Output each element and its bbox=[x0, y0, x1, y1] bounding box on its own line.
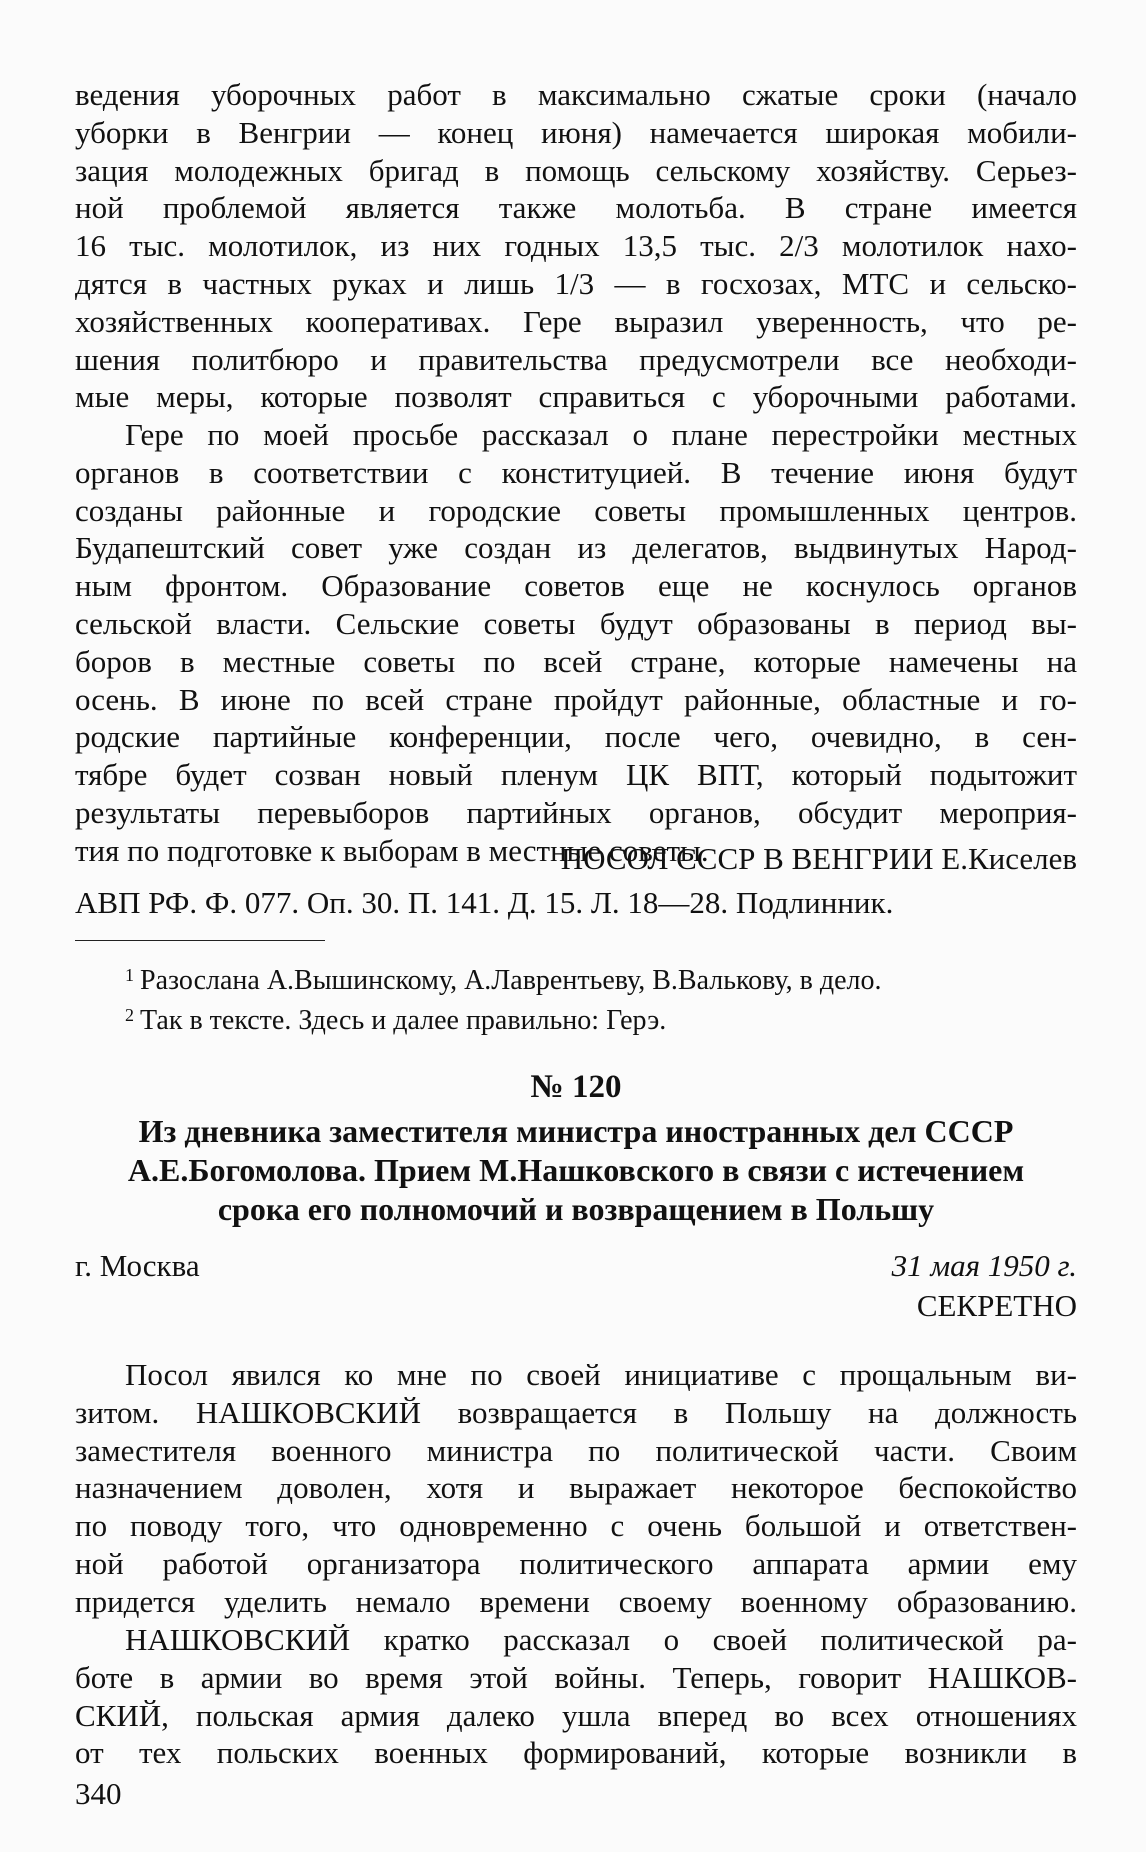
text-line: уборки в Венгрии — конец июня) намечается широкая мобили- bbox=[75, 114, 1077, 150]
text-line: назначением доволен, хотя и выражает некоторое беспокойство bbox=[75, 1470, 1077, 1506]
text-line: осень. В июне по всей стране пройдут районные, областные и го- bbox=[75, 681, 1077, 717]
footnote-1 bbox=[75, 958, 1077, 998]
text-line: мые меры, которые позволят справиться с уборочными работами. bbox=[75, 379, 1077, 415]
place: г. Москва bbox=[75, 1248, 200, 1283]
text-line: НАШКОВСКИЙ кратко рассказал о своей политической ра- bbox=[125, 1622, 1077, 1657]
text-line: зация молодежных бригад в помощь сельскому хозяйству. Серьез- bbox=[75, 152, 1077, 188]
title-line: А.Е.Богомолова. Прием М.Нашковского в связи с истечением bbox=[127, 1152, 1025, 1188]
archive-reference: АВП РФ. Ф. 077. Оп. 30. П. 141. Д. 15. Л. 18—28. Подлинник. bbox=[75, 885, 894, 920]
footnote-mark: 2 bbox=[125, 1005, 134, 1025]
text-line: по поводу того, что одновременно с очень большой и ответствен- bbox=[75, 1508, 1077, 1544]
text-line: тия по подготовке к выборам в местные советы. bbox=[75, 832, 709, 868]
place-date-row bbox=[75, 1248, 1077, 1284]
text-line: хозяйственных кооперативах. Гере выразил уверенность, что ре- bbox=[75, 303, 1077, 339]
document-title bbox=[75, 1112, 1077, 1229]
paragraph-3 bbox=[75, 1356, 1077, 1621]
text-line: боте в армии во время этой войны. Теперь, говорит НАШКОВ- bbox=[75, 1659, 1077, 1695]
signature: ПОСОЛ СССР В ВЕНГРИИ Е.Киселев bbox=[560, 841, 1077, 876]
text-line: придется уделить немало времени своему военному образованию. bbox=[75, 1583, 1077, 1619]
footnote-text: Разослана А.Вышинскому, А.Лаврентьеву, В.Валькову, в дело. bbox=[140, 965, 882, 996]
text-line: результаты перевыборов партийных органов, обсудит мероприя- bbox=[75, 794, 1077, 830]
text-line: заместителя военного министра по политической части. Своим bbox=[75, 1432, 1077, 1468]
text-line: шения политбюро и правительства предусмотрели все необходи- bbox=[75, 341, 1077, 377]
paragraph-4 bbox=[75, 1621, 1077, 1772]
text-line: дятся в частных руках и лишь 1/3 — в госхозах, МТС и сельско- bbox=[75, 265, 1077, 301]
title-line: срока его полномочий и возвращением в Польшу bbox=[217, 1191, 935, 1227]
text-line: ведения уборочных работ в максимально сжатые сроки (начало bbox=[75, 77, 1077, 112]
paragraph-1 bbox=[75, 76, 1077, 416]
text-line: Гере по моей просьбе рассказал о плане перестройки местных bbox=[125, 417, 1077, 452]
text-line: тябре будет созван новый пленум ЦК ВПТ, который подытожит bbox=[75, 757, 1077, 793]
title-line: Из дневника заместителя министра иностранных дел СССР bbox=[138, 1113, 1014, 1149]
footnote-mark: 1 bbox=[125, 965, 134, 985]
text-line: созданы районные и городские советы промышленных центров. bbox=[75, 492, 1077, 528]
text-line: от тех польских военных формирований, которые возникли в bbox=[75, 1735, 1077, 1771]
text-line: 16 тыс. молотилок, из них годных 13,5 тыс. 2/3 молотилок нахо- bbox=[75, 228, 1077, 264]
footnote-text: Так в тексте. Здесь и далее правильно: Герэ. bbox=[140, 1005, 667, 1036]
text-line: ной работой организатора политического аппарата армии ему bbox=[75, 1545, 1077, 1581]
text-line: зитом. НАШКОВСКИЙ возвращается в Польшу на должность bbox=[75, 1394, 1077, 1430]
text-line: боров в местные советы по всей стране, которые намечены на bbox=[75, 643, 1077, 679]
text-line: родские партийные конференции, после чего, очевидно, в сен- bbox=[75, 719, 1077, 755]
text-line: ной проблемой является также молотьба. В стране имеется bbox=[75, 190, 1077, 226]
classification-label: СЕКРЕТНО bbox=[916, 1288, 1077, 1323]
text-line: Посол явился ко мне по своей инициативе с прощальным ви- bbox=[125, 1357, 1077, 1392]
date: 31 мая 1950 г. bbox=[891, 1248, 1077, 1283]
text-line: Будапештский совет уже создан из делегатов, выдвинутых Народ- bbox=[75, 530, 1077, 566]
paragraph-2 bbox=[75, 416, 1077, 870]
text-line: СКИЙ, польская армия далеко ушла вперед во всех отношениях bbox=[75, 1697, 1077, 1733]
page-number: 340 bbox=[75, 1776, 122, 1811]
footnote-divider bbox=[75, 940, 325, 941]
text-line: ным фронтом. Образование советов еще не коснулось органов bbox=[75, 568, 1077, 604]
text-line: сельской власти. Сельские советы будут образованы в период вы- bbox=[75, 605, 1077, 641]
footnote-2 bbox=[75, 998, 1077, 1038]
document-number: № 120 bbox=[530, 1069, 622, 1105]
text-line: органов в соответствии с конституцией. В течение июня будут bbox=[75, 454, 1077, 490]
